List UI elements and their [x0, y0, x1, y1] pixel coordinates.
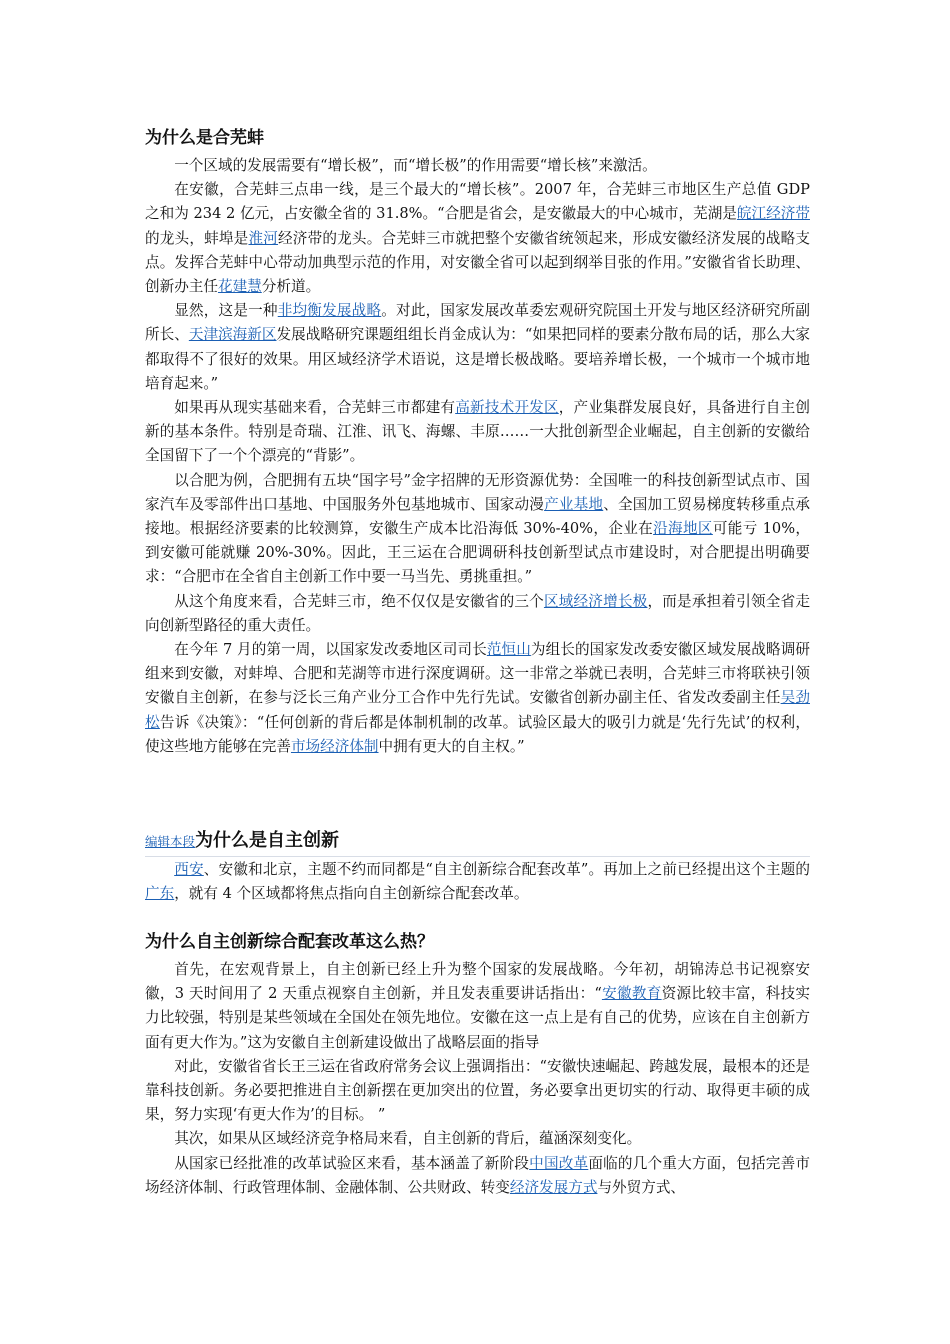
section-heading-hefuwubeng: 为什么是合芜蚌 — [145, 128, 264, 148]
paragraph-text: 面临的几个重大方面，包括完善市场经济体制、行政管理体制、金融体制、公共财政、转变 — [145, 1154, 810, 1196]
inline-hyperlink[interactable]: 吴劲松 — [145, 689, 810, 731]
inline-hyperlink[interactable]: 产业基地 — [544, 495, 604, 513]
paragraph-text: 发展战略研究课题组组长肖金成认为：“如果把同样的要素分散布局的话，那么大家都取得不了很好的效果。用区域经济学术语说，这是增长极战略。要培养增长极，一个城市一个城市地培育起来。” — [145, 326, 810, 392]
inline-hyperlink[interactable]: 非均衡发展战略 — [277, 302, 382, 320]
paragraph-text: ，产业集群发展良好，具备进行自主创新的基本条件。特别是奇瑞、江淮、讯飞、海螺、丰原……一大批创新型企业崛起，自主创新的安徽给全国留下了一个个漂亮的“背影”。 — [145, 399, 810, 465]
paragraph-text: 资源比较丰富，科技实力比较强，特别是某些领域在全国处在领先地位。安徽在这一点上是有自己的优势，应该在自主创新方面有更大作为。”这为安徽自主创新建设做出了战略层面的指导 — [145, 985, 810, 1051]
inline-hyperlink[interactable]: 沿海地区 — [653, 520, 713, 538]
inline-hyperlink[interactable]: 天津滨海新区 — [188, 326, 277, 344]
edit-section-link[interactable]: 编辑本段 — [145, 834, 196, 849]
section-body-1 — [145, 154, 810, 759]
paragraph-text: 从国家已经批准的改革试验区来看，基本涵盖了新阶段 — [174, 1154, 530, 1172]
paragraph-text: 可能亏 10%，到安徽可能就赚 20%-30%。因此，王三运在合肥调研科技创新型试点市建设时，对合肥提出明确要求：“合肥市在全省自主创新工作中要一马当先、勇挑重担。” — [145, 520, 810, 586]
inline-hyperlink[interactable]: 区域经济增长极 — [543, 592, 648, 610]
inline-hyperlink[interactable]: 范恒山 — [486, 641, 531, 659]
paragraph — [145, 1127, 810, 1151]
section-body-3 — [145, 958, 810, 1200]
paragraph-text: 的龙头，蚌埠是 — [145, 229, 249, 247]
paragraph-text: 一个区域的发展需要有“增长极”，而“增长极”的作用需要“增长核”来激活。 — [174, 157, 657, 174]
inline-hyperlink[interactable]: 皖江经济带 — [736, 205, 810, 223]
paragraph — [145, 590, 810, 638]
section-heading-why-hot: 为什么自主创新综合配套改革这么热？ — [145, 932, 434, 952]
paragraph-text: 首先，在宏观背景上，自主创新已经上升为整个国家的发展战略。今年初，胡锦涛总书记视察安徽，3 天时间用了 2 天重点视察自主创新，并且发表重要讲话指出：“ — [145, 961, 810, 1003]
paragraph-text: 显然，这是一种 — [174, 302, 278, 320]
paragraph-text: 分析道。 — [261, 278, 321, 296]
section-body-2 — [145, 858, 810, 906]
paragraph-text: 经济带的龙头。合芜蚌三市就把整个安徽省统领起来，形成安徽经济发展的战略支点。发挥合芜蚌中心带动加典型示范的作用，对安徽全省可以起到纲举目张的作用。”安徽省省长助理、创新办主任 — [145, 229, 810, 296]
section-header-bar — [145, 826, 810, 857]
inline-hyperlink[interactable]: 安徽教育 — [601, 985, 662, 1003]
inline-hyperlink[interactable]: 中国改革 — [529, 1154, 589, 1172]
paragraph-text: 对此，安徽省省长王三运在省政府常务会议上强调指出：“安徽快速崛起、跨越发展，最根本的还是靠科技创新。务必要把推进自主创新摆在更加突出的位置，务必要拿出更切实的行动、取得更丰硕的成果，努力实现‘有更大作为’的目标。 ” — [145, 1057, 810, 1124]
paragraph — [145, 958, 810, 1055]
paragraph-text: 在安徽，合芜蚌三点串一线，是三个最大的“增长核”。2007 年，合芜蚌三市地区生产总值 GDP 之和为 234 2 亿元，占安徽全省的 31.8%。“合肥是省会，是安徽最大的中心城市，芜湖是 — [145, 181, 810, 223]
paragraph — [145, 1152, 810, 1200]
inline-hyperlink[interactable]: 西安 — [174, 861, 204, 878]
section-heading-innovation: 为什么是自主创新 — [195, 830, 340, 851]
paragraph-text: 在今年 7 月的第一周，以国家发改委地区司司长 — [174, 641, 487, 659]
inline-hyperlink[interactable]: 高新技术开发区 — [455, 399, 559, 417]
paragraph-text: 以合肥为例，合肥拥有五块“国字号”金字招牌的无形资源优势：全国唯一的科技创新型试点市、国家汽车及零部件出口基地、中国服务外包基地城市、国家动漫 — [145, 471, 810, 513]
inline-hyperlink[interactable]: 花建慧 — [217, 278, 262, 296]
paragraph — [145, 299, 810, 396]
paragraph — [145, 858, 810, 906]
inline-hyperlink[interactable]: 淮河 — [248, 229, 279, 247]
paragraph-text: 为组长的国家发改委安徽区域发展战略调研组来到安徽，对蚌埠、合肥和芜湖等市进行深度调研。这一非常之举就已表明，合芜蚌三市将联袂引领安徽自主创新，在参与泛长三角产业分工合作中先行先试。安徽省创新办副主任、省发改委副主任 — [145, 641, 810, 707]
paragraph — [145, 178, 810, 299]
paragraph — [145, 469, 810, 590]
paragraph-text: 、安徽和北京，主题不约而同都是“自主创新综合配套改革”。再加上之前已经提出这个主题的 — [203, 861, 810, 878]
paragraph-text: 与外贸方式、 — [597, 1178, 686, 1196]
paragraph-text: 从这个角度来看，合芜蚌三市，绝不仅仅是安徽省的三个 — [174, 592, 544, 610]
paragraph-text: 告诉《决策》：“任何创新的背后都是体制机制的改革。试验区最大的吸引力就是‘先行先试’的权利，使这些地方能够在完善 — [145, 713, 810, 755]
paragraph-text: ，而是承担着引领全省走向创新型路径的重大责任。 — [145, 592, 810, 634]
paragraph-text: ，就有 4 个区域都将焦点指向自主创新综合配套改革。 — [174, 885, 529, 903]
inline-hyperlink[interactable]: 经济发展方式 — [509, 1178, 598, 1196]
paragraph — [145, 154, 810, 178]
paragraph-text: 、全国加工贸易梯度转移重点承接地。根据经济要素的比较测算，安徽生产成本比沿海低 30%-40%，企业在 — [145, 495, 810, 538]
paragraph-text: 。对此，国家发展改革委宏观研究院国土开发与地区经济研究所副所长、 — [145, 302, 810, 344]
paragraph — [145, 638, 810, 759]
paragraph-text: 如果再从现实基础来看，合芜蚌三市都建有 — [174, 399, 456, 417]
paragraph — [145, 396, 810, 469]
inline-hyperlink[interactable]: 市场经济体制 — [290, 737, 379, 755]
paragraph-text: 其次，如果从区域经济竞争格局来看，自主创新的背后，蕴涵深刻变化。 — [174, 1130, 642, 1148]
paragraph — [145, 1055, 810, 1128]
paragraph-text: 中拥有更大的自主权。” — [378, 737, 525, 755]
inline-hyperlink[interactable]: 广东 — [145, 885, 175, 903]
